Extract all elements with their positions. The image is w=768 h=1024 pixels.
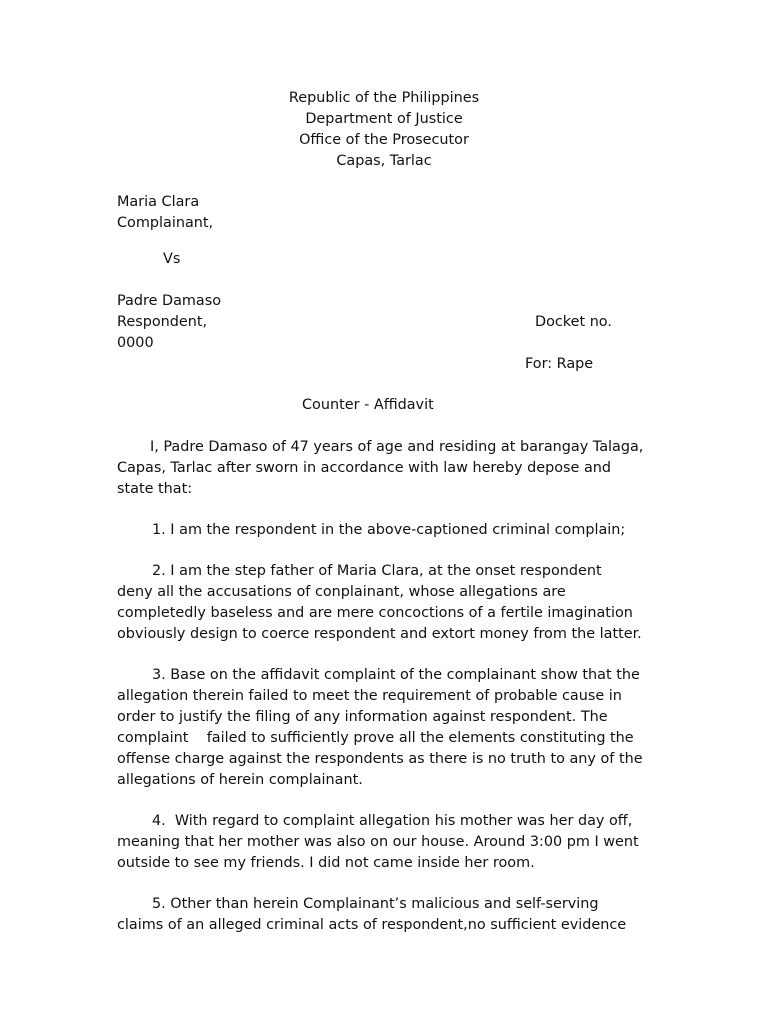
- intro-line: Capas, Tarlac after sworn in accordance with law hereby depose and: [117, 460, 612, 476]
- paragraph-5-line: claims of an alleged criminal acts of respondent,no sufficient evidence: [117, 917, 627, 933]
- document-title: Counter - Affidavit: [302, 397, 434, 413]
- paragraph-4-line: 4. With regard to complaint allegation his mother was her day off,: [152, 813, 633, 829]
- paragraph-5-line: 5. Other than herein Complainant’s malicious and self-serving: [152, 896, 599, 912]
- complainant-label: Complainant,: [117, 215, 214, 231]
- paragraph-3-line: complaint failed to sufficiently prove all the elements constituting the: [117, 730, 634, 746]
- respondent-name: Padre Damaso: [117, 293, 222, 309]
- paragraph-3-line: order to justify the filing of any information against respondent. The: [117, 709, 608, 725]
- paragraph-3-line: offense charge against the respondents as there is no truth to any of the: [117, 751, 643, 767]
- paragraph-1-line: 1. I am the respondent in the above-captioned criminal complain;: [152, 522, 626, 538]
- paragraph-2-line: 2. I am the step father of Maria Clara, at the onset respondent: [152, 563, 602, 579]
- header-department: Department of Justice: [305, 111, 463, 127]
- complainant-name: Maria Clara: [117, 194, 200, 210]
- respondent-label: Respondent,: [117, 314, 208, 330]
- case-type: For: Rape: [525, 356, 594, 372]
- paragraph-2-line: completedly baseless and are mere concoctions of a fertile imagination: [117, 605, 633, 621]
- intro-line: I, Padre Damaso of 47 years of age and residing at barangay Talaga,: [150, 439, 644, 455]
- paragraph-3-line: allegations of herein complainant.: [117, 772, 363, 788]
- header-location: Capas, Tarlac: [336, 153, 432, 169]
- paragraph-2-line: deny all the accusations of conplainant, whose allegations are: [117, 584, 566, 600]
- paragraph-3-line: allegation therein failed to meet the requirement of probable cause in: [117, 688, 622, 704]
- versus-label: Vs: [163, 251, 181, 267]
- paragraph-3-line: 3. Base on the affidavit complaint of the complainant show that the: [152, 667, 640, 683]
- docket-label: Docket no.: [535, 314, 612, 330]
- paragraph-2-line: obviously design to coerce respondent and extort money from the latter.: [117, 626, 642, 642]
- paragraph-4-line: outside to see my friends. I did not came inside her room.: [117, 855, 535, 871]
- paragraph-4-line: meaning that her mother was also on our house. Around 3:00 pm I went: [117, 834, 639, 850]
- docket-number: 0000: [117, 335, 154, 351]
- header-office: Office of the Prosecutor: [299, 132, 469, 148]
- intro-line: state that:: [117, 481, 193, 497]
- header-republic: Republic of the Philippines: [288, 90, 480, 106]
